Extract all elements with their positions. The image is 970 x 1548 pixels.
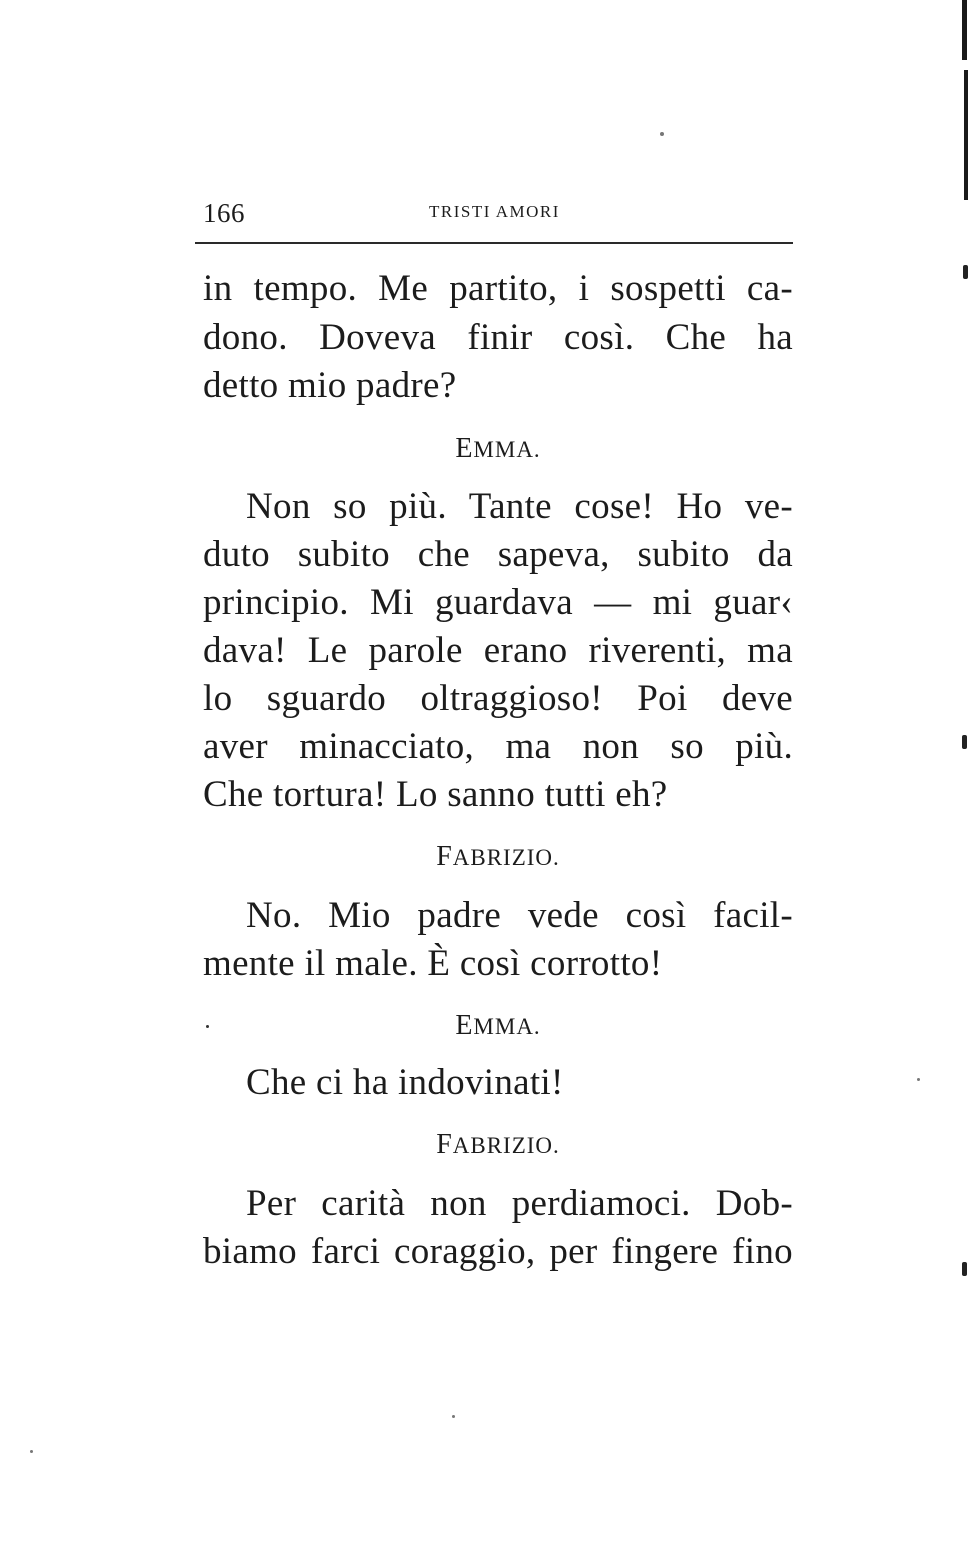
text-line: mente il male. È così corrotto!	[203, 943, 663, 984]
text-line: Che tortura! Lo sanno tutti eh?	[203, 774, 668, 815]
header-rule	[195, 242, 793, 244]
page-header	[203, 198, 793, 232]
scan-speck	[917, 1078, 920, 1081]
text-line: dono. Doveva finir così. Che ha	[203, 317, 793, 358]
text-line: detto mio padre?	[203, 365, 457, 406]
text-line: duto subito che sapeva, subito da	[203, 534, 793, 575]
text-line: lo sguardo oltraggioso! Poi deve	[203, 678, 793, 719]
speaker-name: FABRIZIO.	[436, 841, 560, 872]
scan-edge-mark	[964, 70, 968, 200]
text-line: in tempo. Me partito, i sospetti ca-	[203, 268, 793, 309]
speaker-name: FABRIZIO.	[436, 1129, 560, 1160]
running-title: TRISTI AMORI	[429, 202, 560, 221]
text-line: biamo farci coraggio, per fingere fino	[203, 1231, 793, 1272]
text-line: aver minacciato, ma non so più.	[203, 726, 793, 767]
text-line: Per carità non perdiamoci. Dob-	[246, 1183, 793, 1224]
scan-speck	[30, 1450, 33, 1453]
speaker-name: EMMA.	[455, 1010, 541, 1041]
scan-speck	[963, 265, 968, 279]
page-number: 166	[203, 198, 245, 228]
text-line: dava! Le parole erano riverenti, ma	[203, 630, 793, 671]
scan-speck	[962, 1262, 967, 1276]
scan-speck	[660, 132, 664, 136]
scan-speck	[962, 735, 967, 749]
scan-edge-mark	[962, 0, 967, 60]
text-line: Che ci ha indovinati!	[246, 1062, 564, 1103]
text-line: principio. Mi guardava — mi guar‹	[203, 582, 793, 623]
scan-speck	[452, 1415, 455, 1418]
speaker-name: EMMA.	[455, 433, 541, 464]
text-line: Non so più. Tante cose! Ho ve-	[246, 486, 793, 527]
text-line: No. Mio padre vede così facil-	[246, 895, 793, 936]
